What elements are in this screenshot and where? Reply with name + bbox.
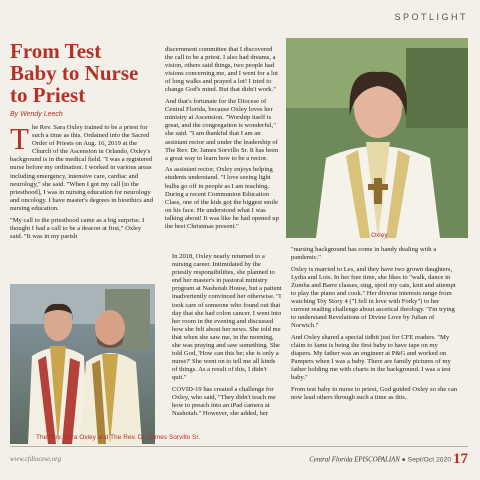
article-paragraph: The Rev. Sara Oxley trained to be a priest for such a time as this. Ordained into the Sacred Order of Priests on Aug. 16, 2019 at the Church of the Ascension in Orlando, Oxley's background is in the medical field. "I was a registered nurse before my ordination. I worked in various areas including emergency, intensive care, cardiac and neurology," she said. "When I got my call [to the priesthood], I was in nursing education for neurology and oncology. I have master's degrees in bioethics and nursing education.	[10, 121, 154, 212]
article-paragraph: discernment committee that I discovered the call to be a priest. I also had dreams, a vision, others said things, two people had visions concerning me, and I went for a lot of long walks and prayed a lot! I tried to change God's mind. But that didn't work."	[165, 46, 278, 94]
article-byline: By Wendy Leech	[10, 111, 63, 118]
page-number: 17	[453, 451, 468, 467]
footer-info	[309, 451, 468, 468]
article-paragraph: And that's fortunate for the Diocese of Central Florida, because Oxley loves her ministry at Ascension. "Worship itself is great, and the congregation is wonderful," she said. "I am thankful that I am an assistant rector and under the leadership of The Rev. Dr. James Sorvillo Sr. It has been a great way to learn how to be a rector.	[165, 98, 279, 162]
footer-publication: Central Florida EPISCOPALIAN	[309, 456, 400, 464]
footer-divider	[10, 446, 468, 447]
article-column-2-bottom	[172, 253, 282, 422]
group-photo	[10, 284, 155, 444]
article-paragraph: And Oxley shared a special tidbit just for CFE readers. "My claim to fame is being the first baby to have tape on my diapers. My father was an engineer at P&G and worked on Pampers when I was a baby. There are family pictures of my father holding me with charts in the background. I was a test baby."	[291, 333, 451, 382]
article-column-1	[10, 121, 154, 244]
article-title: From Test Baby to Nurse to Priest	[10, 39, 139, 107]
drop-cap: T	[10, 121, 29, 156]
article-column-3	[291, 246, 459, 406]
footer-website: www.cfdiocese.org	[10, 456, 61, 463]
article-paragraph: As assistant rector, Oxley enjoys helping students understand. "I love seeing light bulbs go off in people as I am teaching. During a recent Communion Education Class, one of the kids got the biggest smile on his face. He understood what I was talking about! It was like he had opened up the best Christmas present."	[165, 166, 279, 230]
article-paragraph: "nursing background has come in handy dealing with a pandemic."	[291, 246, 437, 262]
section-label: SPOTLIGHT	[394, 12, 468, 22]
footer-separator: ●	[401, 456, 408, 464]
portrait-photo-caption: Oxley	[371, 232, 388, 239]
group-photo-caption: The Rev. Sara Oxley and The Rev. Dr. James Sorvillo Sr.	[36, 434, 201, 441]
article-column-2-top	[165, 46, 281, 235]
article-paragraph: COVID-19 has created a challenge for Oxley, who said, "They didn't teach me how to preach into an iPad camera at Nashotah." However, she added, her	[172, 386, 276, 418]
article-paragraph: "My call to the priesthood came as a big surprise. I thought I had a call to be a deacon at first," Oxley said. "It was in my parish	[10, 216, 145, 240]
portrait-photo	[286, 38, 468, 238]
article-paragraph: Oxley is married to Les, and they have two grown daughters, Lydia and Lois. In her free time, she likes to "walk, dance in Zumba and Barre classes, sing, spoil my cats, knit and attempt to play the piano and cook." Her diverse interests range from watching Toy Story 4 ("I fell in love with Forky") to her current reading challenge about ascetical theology. "I'm trying to understand Revelations of Divine Love by Julian of Norwich."	[291, 265, 456, 330]
article-paragraph: From test baby to nurse to priest, God guided Oxley so she can now lead others through such a time as this.	[291, 386, 458, 402]
footer-issue: Sept/Oct 2020	[407, 456, 452, 464]
article-paragraph: In 2018, Oxley nearly returned to a nursing career. Intimidated by the priestly responsibilities, she planned to end her master's in pastoral ministry program at Nashotah House, but a patient inadvertently convinced her otherwise. "I took care of someone who found out that day that she had colon cancer. I went into her room in the evening and discussed how she felt about her news. She told me that when she saw me, in the morning, she was praying and saw something. She told God, 'How can this be; she is only a nurse?' She went on to tell me all kinds of things. As a result of this, I didn't quit."	[172, 253, 282, 382]
